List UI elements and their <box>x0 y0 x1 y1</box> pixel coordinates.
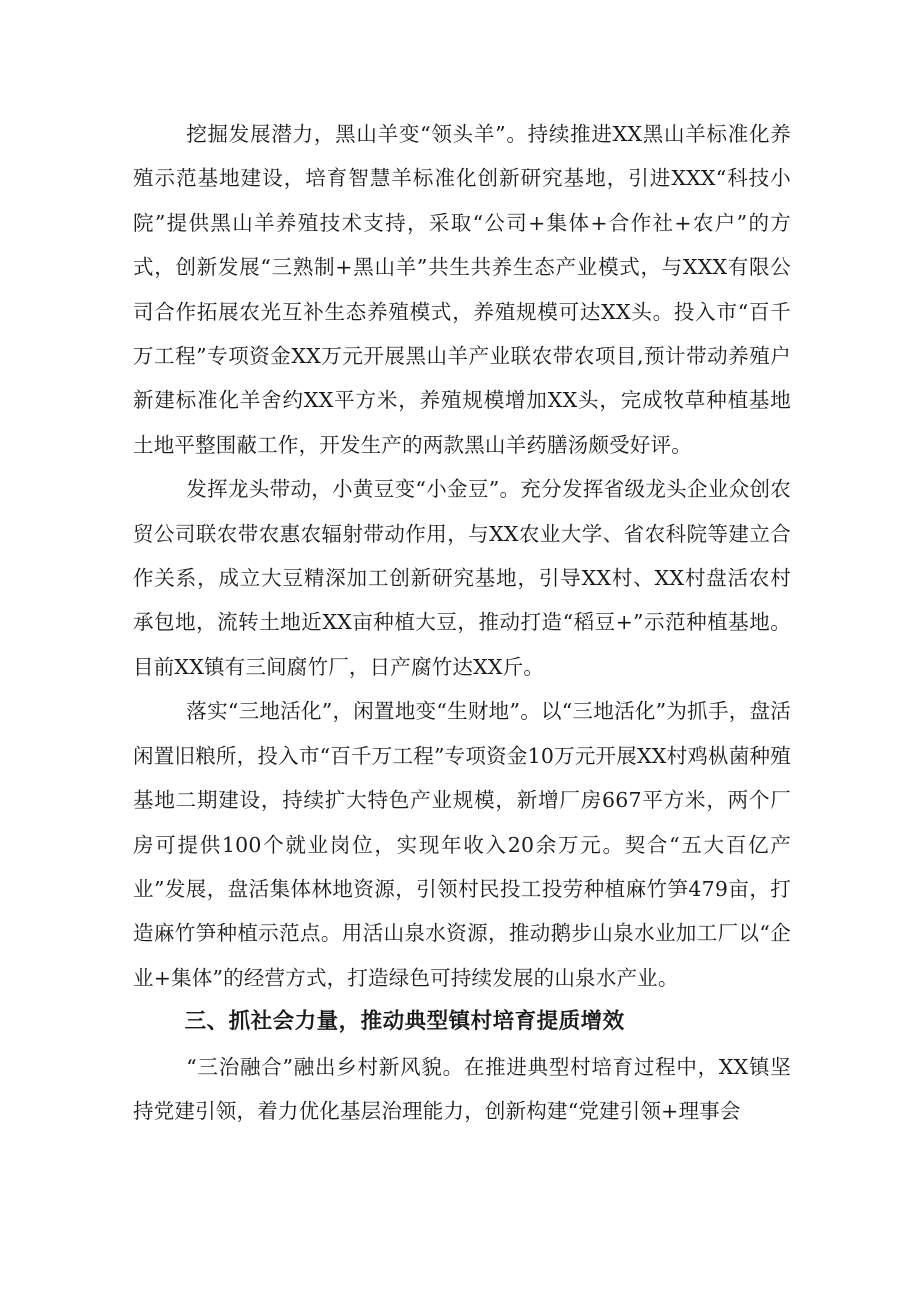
paragraph-three-governance: “三治融合”融出乡村新风貌。在推进典型村培育过程中，XX镇坚持党建引领，着力优化基层治理能力，创新构建“党建引领+理事会 <box>133 1054 791 1123</box>
paragraph-black-goat: 挖掘发展潜力，黑山羊变“领头羊”。持续推进XX黑山羊标准化养殖示范基地建设，培育智慧羊标准化创新研究基地，引进XXX“科技小院”提供黑山羊养殖技术支持，采取“公司+集体+合作社+农户”的方式，创新发展“三熟制+黑山羊”共生共养生态产业模式，与XXX有限公司合作拓展农光互补生态养殖模式，养殖规模可达XX头。投入市“百千万工程”专项资金XX万元开展黑山羊产业联农带农项目,预计带动养殖户新建标准化羊舍约XX平方米，养殖规模增加XX头，完成牧草种植基地土地平整围蔽工作，开发生产的两款黑山羊药膳汤颇受好评。 <box>133 122 791 457</box>
paragraph-land-activation: 落实“三地活化”，闲置地变“生财地”。以“三地活化”为抓手，盘活闲置旧粮所，投入市“百千万工程”专项资金10万元开展XX村鸡枞菌种殖基地二期建设，持续扩大特色产业规模，新增厂房667平方米，两个厂房可提供100个就业岗位，实现年收入20余万元。契合“五大百亿产业”发展，盘活集体林地资源，引领村民投工投劳种植麻竹笋479亩，打造麻竹笋种植示范点。用活山泉水资源，推动鹅步山泉水业加工厂以“企业+集体”的经营方式，打造绿色可持续发展的山泉水产业。 <box>133 699 791 990</box>
paragraph-soybean: 发挥龙头带动，小黄豆变“小金豆”。充分发挥省级龙头企业众创农贸公司联农带农惠农辐射带动作用，与XX农业大学、省农科院等建立合作关系，成立大豆精深加工创新研究基地，引导XX村、XX村盘活农村承包地，流转土地近XX亩种植大豆，推动打造“稻豆+”示范种植基地。目前XX镇有三间腐竹厂，日产腐竹达XX斤。 <box>133 477 791 679</box>
section-heading: 三、抓社会力量，推动典型镇村培育提质增效 <box>184 1009 625 1035</box>
document-body <box>133 112 791 1133</box>
